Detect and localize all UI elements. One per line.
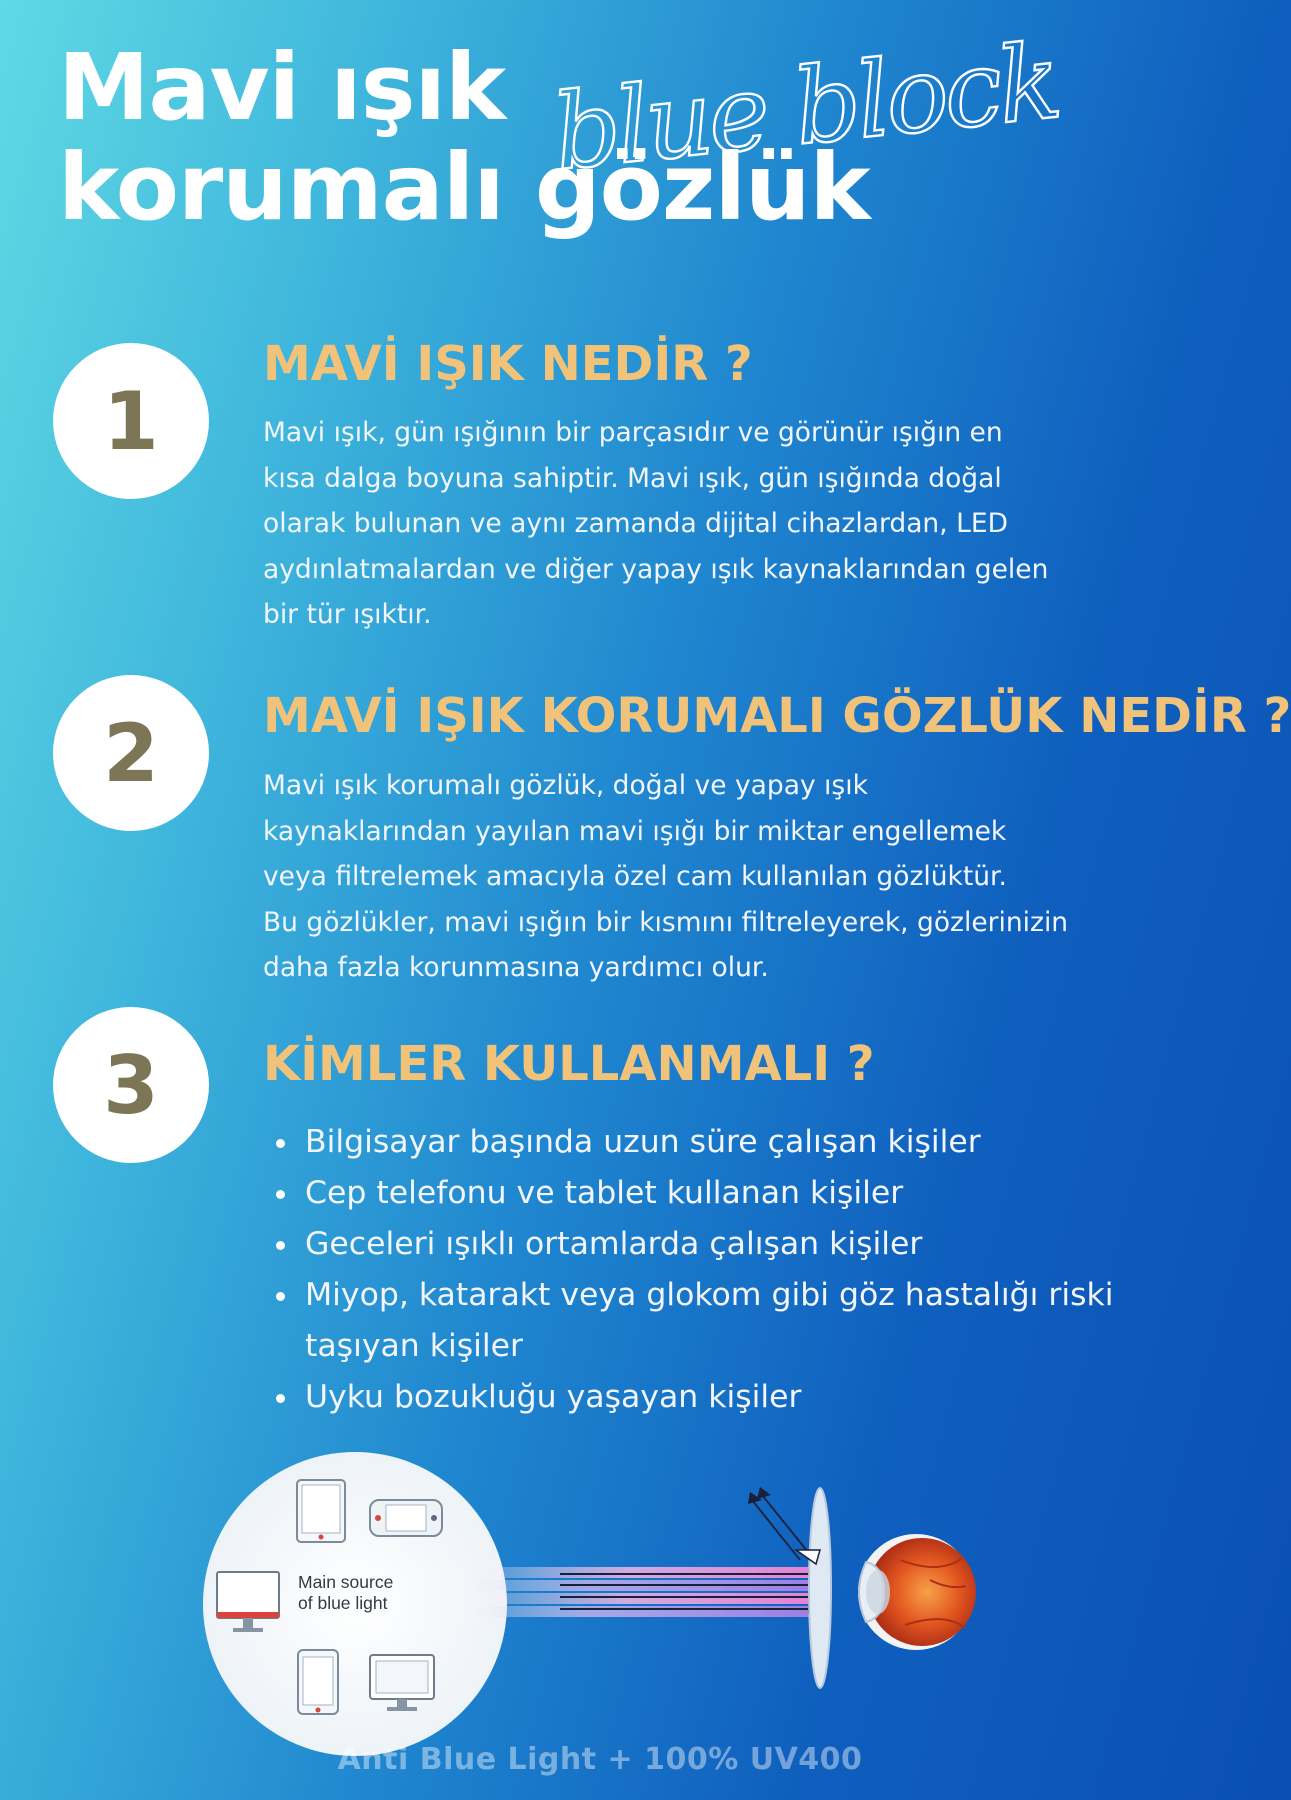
handheld-console-icon bbox=[370, 1500, 442, 1536]
step-number-2: 2 bbox=[53, 675, 209, 831]
tablet-icon bbox=[297, 1480, 345, 1542]
section-1-heading: MAVİ IŞIK NEDİR ? bbox=[263, 336, 753, 392]
blue-light-label-line1: Main source bbox=[298, 1572, 394, 1592]
section-1-line: olarak bulunan ve aynı zamanda dijital cihazlardan, LED bbox=[263, 508, 1008, 539]
title-line-2: korumalı gözlük bbox=[58, 134, 870, 241]
section-3-heading: KİMLER KULLANMALI ? bbox=[263, 1036, 875, 1092]
script-text: blue block bbox=[547, 19, 1064, 195]
section-1-line: kısa dalga boyuna sahiptir. Mavi ışık, gün ışığında doğal bbox=[263, 462, 1002, 494]
audience-list bbox=[272, 1117, 1152, 1423]
section-1-line: Mavi ışık, gün ışığının bir parçasıdır ve görünür ışığın en bbox=[263, 417, 1003, 448]
list-item: Uyku bozukluğu yaşayan kişiler bbox=[272, 1372, 1152, 1423]
step-number-1: 1 bbox=[53, 343, 209, 499]
smartphone-icon bbox=[298, 1650, 338, 1714]
footer-slogan: Anti Blue Light + 100% UV400 bbox=[337, 1742, 863, 1777]
step-number-3: 3 bbox=[53, 1007, 209, 1163]
list-item: Miyop, katarakt veya glokom gibi göz hastalığı riski taşıyan kişiler bbox=[272, 1270, 1115, 1372]
section-2-body bbox=[263, 763, 1163, 991]
section-2-heading: MAVİ IŞIK KORUMALI GÖZLÜK NEDİR ? bbox=[263, 688, 1291, 744]
section-2-line: daha fazla korunmasına yardımcı olur. bbox=[263, 952, 769, 983]
script-overlay-text bbox=[547, 19, 1064, 195]
section-1-body bbox=[263, 410, 1163, 638]
section-1-line: bir tür ışıktır. bbox=[263, 599, 432, 630]
section-2-line: kaynaklarından yayılan mavi ışığı bir miktar engellemek bbox=[263, 815, 1007, 847]
title-line-1: Mavi ışık bbox=[58, 34, 506, 141]
list-item: Bilgisayar başında uzun süre çalışan kişiler bbox=[272, 1117, 1152, 1168]
eye-icon bbox=[858, 1534, 976, 1650]
list-item: Cep telefonu ve tablet kullanan kişiler bbox=[272, 1168, 1152, 1219]
section-1-line: aydınlatmalardan ve diğer yapay ışık kaynaklarından gelen bbox=[263, 553, 1049, 585]
section-2-line: veya filtrelemek amacıyla özel cam kullanılan gözlüktür. bbox=[263, 861, 1007, 892]
list-item: Geceleri ışıklı ortamlarda çalışan kişiler bbox=[272, 1219, 1152, 1270]
section-2-line: Bu gözlükler, mavi ışığın bir kısmını filtreleyerek, gözlerinizin bbox=[263, 906, 1069, 938]
section-2-line: Mavi ışık korumalı gözlük, doğal ve yapay ışık bbox=[263, 770, 868, 801]
blue-light-label-line2: of blue light bbox=[298, 1593, 388, 1613]
